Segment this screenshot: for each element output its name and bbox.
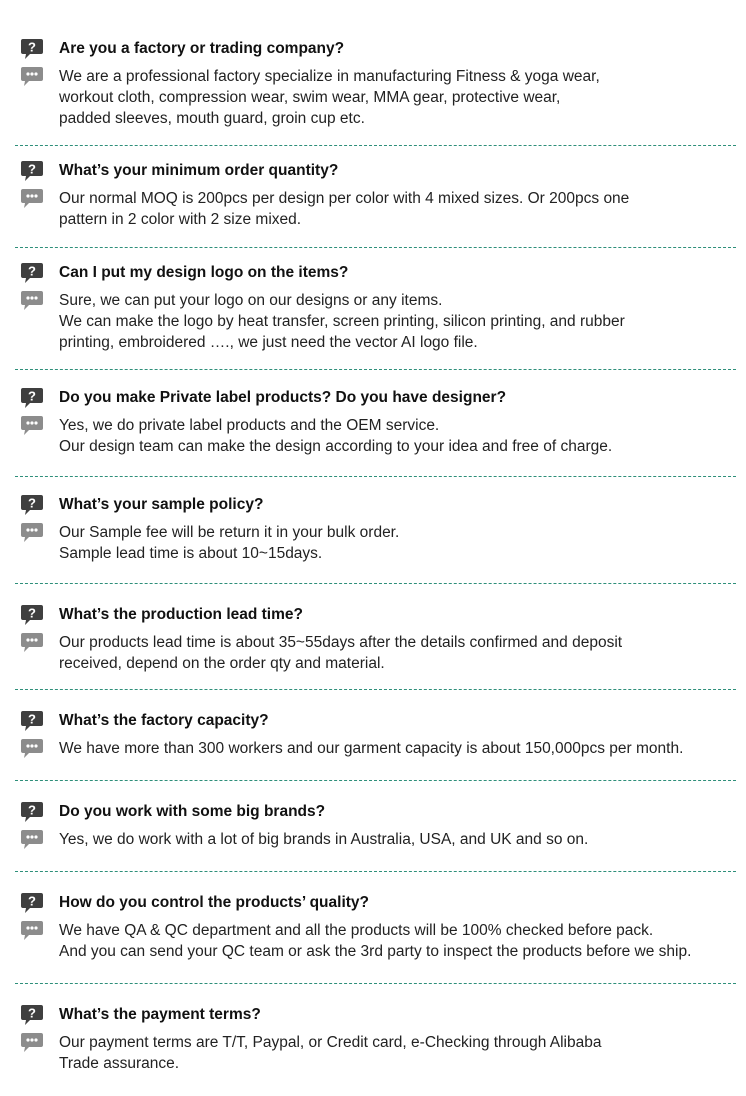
answer-line: received, depend on the order qty and material. [59,655,385,672]
section-divider [15,780,736,781]
answer-line: Yes, we do work with a lot of big brands in Australia, USA, and UK and so on. [59,831,589,848]
ellipsis-bubble-icon [20,188,44,210]
question-bubble-icon [20,494,44,516]
section-divider [15,476,736,477]
svg-text:?: ? [28,893,36,909]
answer-line: And you can send your QC team or ask the 3rd party to inspect the products before we ship. [59,943,692,960]
answer-line: Sure, we can put your logo on our designs or any items. [59,292,443,309]
ellipsis-bubble-icon [20,415,44,437]
svg-text:?: ? [28,263,36,279]
answer-line: Yes, we do private label products and the OEM service. [59,417,440,434]
question-text: What’s the payment terms? [59,1006,261,1023]
section-divider [15,369,736,370]
question-bubble-icon [20,710,44,732]
answer-line: Our products lead time is about 35~55days after the details confirmed and deposit [59,634,623,651]
svg-text:?: ? [28,39,36,55]
question-bubble-icon [20,38,44,60]
answer-line: pattern in 2 color with 2 size mixed. [59,211,302,228]
ellipsis-bubble-icon [20,1032,44,1054]
answer-text [59,415,612,457]
answer-line: We have QA & QC department and all the products will be 100% checked before pack. [59,922,654,939]
ellipsis-bubble-icon [20,522,44,544]
question-bubble-icon [20,801,44,823]
question-text: Are you a factory or trading company? [59,40,345,57]
answer-line: Our normal MOQ is 200pcs per design per color with 4 mixed sizes. Or 200pcs one [59,190,630,207]
section-divider [15,871,736,872]
answer-line: We can make the logo by heat transfer, screen printing, silicon printing, and rubber [59,313,625,330]
answer-line: Trade assurance. [59,1055,180,1072]
question-bubble-icon [20,262,44,284]
question-bubble-icon [20,160,44,182]
question-text: What’s the production lead time? [59,606,303,623]
answer-line: printing, embroidered …., we just need the vector AI logo file. [59,334,478,351]
svg-text:?: ? [28,161,36,177]
svg-text:?: ? [28,711,36,727]
section-divider [15,983,736,984]
answer-text [59,1032,601,1074]
question-bubble-icon [20,892,44,914]
question-text: What’s your minimum order quantity? [59,162,339,179]
answer-line: We are a professional factory specialize in manufacturing Fitness & yoga wear, [59,68,600,85]
ellipsis-bubble-icon [20,66,44,88]
answer-line: padded sleeves, mouth guard, groin cup etc. [59,110,365,127]
answer-line: We have more than 300 workers and our garment capacity is about 150,000pcs per month. [59,740,684,757]
question-bubble-icon [20,387,44,409]
answer-line: Our payment terms are T/T, Paypal, or Credit card, e-Checking through Alibaba [59,1034,602,1051]
ellipsis-bubble-icon [20,920,44,942]
section-divider [15,145,736,146]
question-text: What’s the factory capacity? [59,712,269,729]
answer-text [59,738,683,759]
question-text: What’s your sample policy? [59,496,264,513]
question-bubble-icon [20,1004,44,1026]
question-text: Do you work with some big brands? [59,803,326,820]
question-text: How do you control the products’ quality? [59,894,369,911]
answer-line: Our design team can make the design according to your idea and free of charge. [59,438,613,455]
answer-text [59,66,600,129]
svg-text:?: ? [28,605,36,621]
answer-text [59,632,622,674]
section-divider [15,247,736,248]
answer-text [59,290,625,353]
ellipsis-bubble-icon [20,829,44,851]
answer-line: workout cloth, compression wear, swim wear, MMA gear, protective wear, [59,89,561,106]
ellipsis-bubble-icon [20,632,44,654]
answer-line: Our Sample fee will be return it in your bulk order. [59,524,400,541]
answer-text [59,920,691,962]
answer-text [59,188,629,230]
question-text: Can I put my design logo on the items? [59,264,349,281]
ellipsis-bubble-icon [20,290,44,312]
svg-text:?: ? [28,495,36,511]
svg-text:?: ? [28,388,36,404]
answer-text [59,522,399,564]
svg-text:?: ? [28,802,36,818]
question-text: Do you make Private label products? Do you have designer? [59,389,507,406]
answer-text [59,829,588,850]
ellipsis-bubble-icon [20,738,44,760]
section-divider [15,583,736,584]
svg-text:?: ? [28,1005,36,1021]
section-divider [15,689,736,690]
answer-line: Sample lead time is about 10~15days. [59,545,323,562]
question-bubble-icon [20,604,44,626]
